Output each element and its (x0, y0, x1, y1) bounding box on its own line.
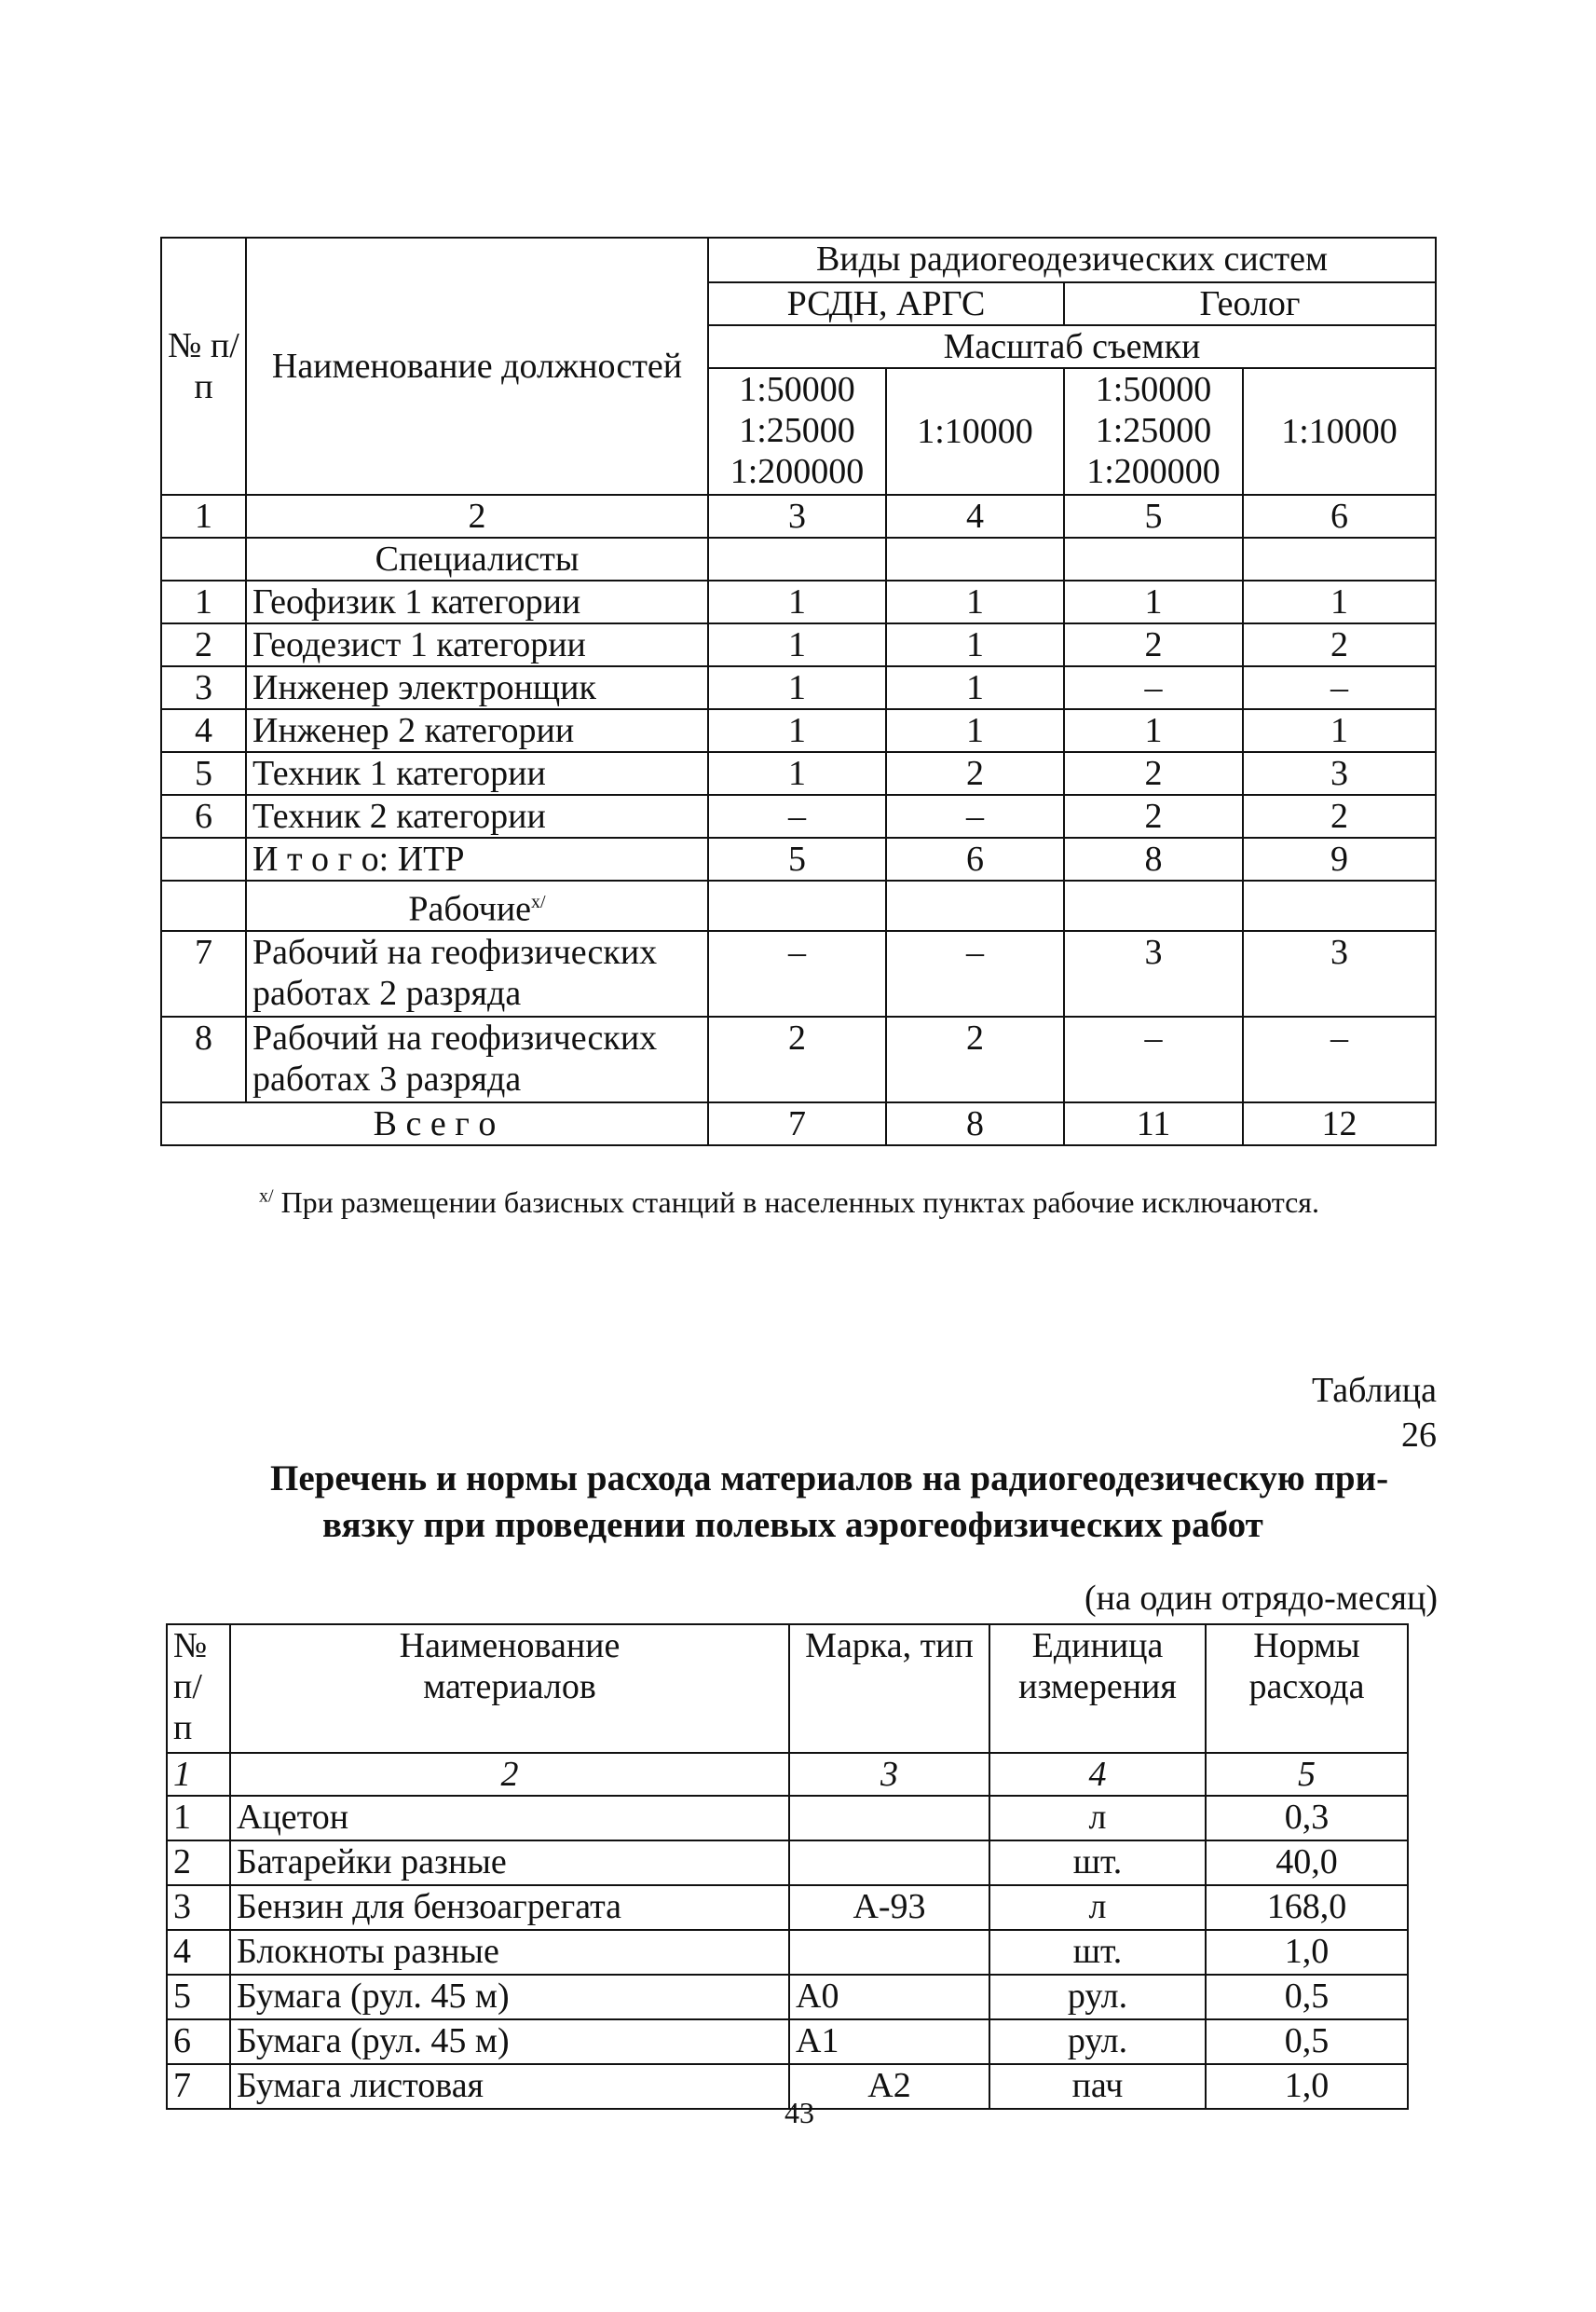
table-row: 4 Блокноты разные шт. 1,0 (167, 1930, 1408, 1975)
table-row: 5 Техник 1 категории 1 2 2 3 (161, 752, 1436, 795)
table-row: 1 Ацетон л 0,3 (167, 1796, 1408, 1840)
table-row: 8 Рабочий на геофизических работах 3 разряда 2 2 – – (161, 1017, 1436, 1102)
section-workers: Рабочие$^{x/}$ (246, 881, 708, 931)
header-scale-c: 1:50000 1:25000 1:200000 (1064, 368, 1243, 495)
table-label: Таблица 26 (1311, 1371, 1437, 1455)
header-system-geolog: Геолог (1064, 282, 1436, 325)
materials-table (166, 1623, 1409, 2110)
header-norm: Нормы расхода (1206, 1624, 1408, 1753)
section-specialists: Специалисты (246, 538, 708, 581)
grand-total-label: В с е г о (161, 1102, 708, 1145)
table-row: 2 Геодезист 1 категории 1 1 2 2 (161, 623, 1436, 666)
header-material-name: Наименование материалов (230, 1624, 789, 1753)
header-unit: Единица измерения (989, 1624, 1206, 1753)
per-unit-note: (на один отрядо-месяц) (1084, 1579, 1438, 1618)
page-number: 43 (784, 2096, 814, 2129)
itr-total-label: И т о г о: ИТР (246, 838, 708, 881)
table-row: 3 Инженер электронщик 1 1 – – (161, 666, 1436, 709)
header-num: № п/п (161, 238, 246, 495)
table-row: 7 Бумага листовая А2 пач 1,0 (167, 2064, 1408, 2109)
table-row: 7 Рабочий на геофизических работах 2 разряда – – 3 3 (161, 931, 1436, 1017)
section-workers-row (161, 881, 1436, 931)
footnote-mark: x/ (259, 1185, 274, 1207)
header-num: № п/ п (167, 1624, 230, 1753)
header-scale-d: 1:10000 (1243, 368, 1436, 495)
header-row (167, 1624, 1408, 1753)
table-row: 6 Бумага (рул. 45 м) А1 рул. 0,5 (167, 2019, 1408, 2064)
column-numbers-row: 1 2 3 4 5 (167, 1753, 1408, 1796)
header-system-rsdn: РСДН, АРГС (708, 282, 1064, 325)
header-position-name: Наименование должностей (246, 238, 708, 495)
table-row: 5 Бумага (рул. 45 м) А0 рул. 0,5 (167, 1975, 1408, 2019)
table-row: 6 Техник 2 категории – – 2 2 (161, 795, 1436, 838)
itr-total-row: И т о г о: ИТР 5 6 8 9 (161, 838, 1436, 881)
table-row: 1 Геофизик 1 категории 1 1 1 1 (161, 581, 1436, 623)
section-heading: Перечень и нормы расхода материалов на радиогеодезическую при- вязку при проведении полевых аэрогеофизических работ (270, 1458, 1389, 1545)
table-row: 3 Бензин для бензоагрегата А-93 л 168,0 (167, 1885, 1408, 1930)
header-scale: Масштаб съемки (708, 325, 1436, 368)
table-row: 2 Батарейки разные шт. 40,0 (167, 1840, 1408, 1885)
footnote-text: При размещении базисных станций в населенных пунктах рабочие исключаются. (280, 1185, 1320, 1219)
grand-total-row: В с е г о 7 8 11 12 (161, 1102, 1436, 1145)
column-numbers-row: 1 2 3 4 5 6 (161, 495, 1436, 538)
header-systems: Виды радиогеодезических систем (708, 238, 1436, 282)
header-scale-b: 1:10000 (886, 368, 1064, 495)
header-scale-a: 1:50000 1:25000 1:200000 (708, 368, 886, 495)
table-row: 4 Инженер 2 категории 1 1 1 1 (161, 709, 1436, 752)
footnote (259, 1185, 1319, 1220)
header-brand: Марка, тип (789, 1624, 989, 1753)
staff-table (160, 237, 1437, 1146)
section-specialists-row (161, 538, 1436, 581)
